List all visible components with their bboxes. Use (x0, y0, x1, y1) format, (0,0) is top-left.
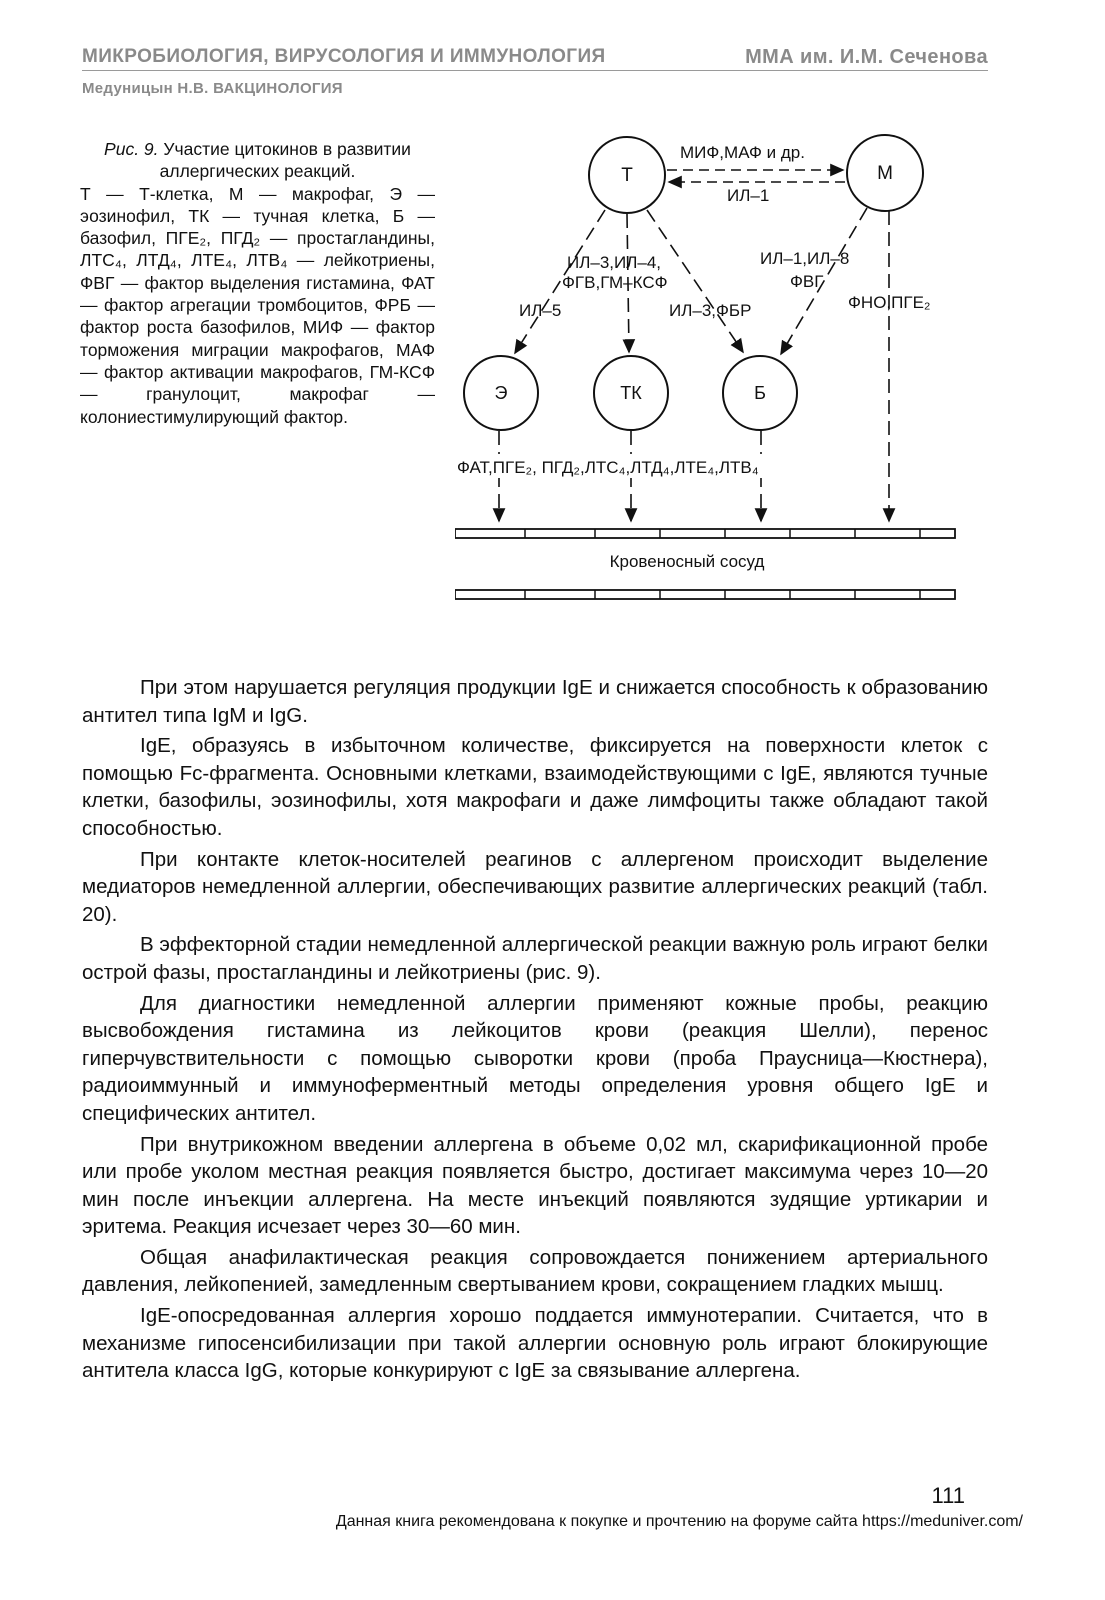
footer-text: Данная книга рекомендована к покупке и прочтению на форуме сайта https://meduniver.com/ (335, 1513, 1023, 1530)
label-il3-fbr: ИЛ–3,ФБР (669, 301, 752, 320)
running-header (82, 46, 988, 71)
node-m-label: М (877, 163, 893, 184)
caption-title: Участие цитокинов в развитии аллергических реакций. (159, 139, 411, 182)
page-number: 111 (931, 1483, 965, 1508)
header-title: МИКРОБИОЛОГИЯ, ВИРУСОЛОГИЯ И ИММУНОЛОГИЯ (82, 46, 606, 67)
figure-caption (80, 138, 435, 428)
label-il1-top: ИЛ–1 (727, 186, 770, 205)
paragraph: При контакте клеток-носителей реагинов с аллергеном происходит выделение медиаторов немедленной аллергии, обеспечивающих развитие аллергических реакций (табл. 20). (82, 847, 988, 926)
caption-title-block (80, 138, 435, 183)
label-il3-il4: ИЛ–3,ИЛ–4, (567, 253, 662, 272)
paragraph: Для диагностики немедленной аллергии применяют кожные пробы, реакцию высвобождения гистамина из лейкоцитов крови (реакция Шелли), перенос гиперчувствительности с помощью сыворотки крови (проба Праусница—Кюстнера), радиоиммунный и иммуноферментный методы определения уровня общего IgE и специфических антител. (82, 991, 988, 1125)
vessel-lower-wall (455, 590, 955, 599)
node-t-label: Т (621, 165, 633, 186)
body-text (82, 674, 988, 1388)
node-b-label: Б (754, 383, 766, 403)
header-subtitle: Медуницын Н.В. ВАКЦИНОЛОГИЯ (82, 80, 343, 97)
paragraph: При внутрикожном введении аллергена в объеме 0,02 мл, скарификационной пробе или пробе уколом местная реакция появляется быстро, достигает максимума через 10—20 мин после инъекции аллергена. На месте инъекций появляются зудящие уртикарии и эритема. Реакция исчезает через 30—60 мин. (82, 1132, 988, 1239)
label-il5: ИЛ–5 (519, 301, 562, 320)
label-il1-il8: ИЛ–1,ИЛ–8 (760, 249, 850, 268)
node-e-label: Э (494, 383, 508, 403)
label-mif-maf: МИФ,МАФ и др. (680, 143, 805, 162)
caption-legend: Т — Т-клетка, М — макрофаг, Э — эозинофил, ТК — тучная клетка, Б — базофил, ПГЕ₂, ПГД₂ — простагландины, ЛТС₄, ЛТД₄, ЛТЕ₄, ЛТВ₄ — лейкотриены, ФВГ — фактор выделения гистамина, ФАТ — фактор агрегации тромбоцитов, ФРБ — фактор роста базофилов, МИФ — фактор торможения миграции макрофагов, МАФ — фактор активации макрофагов, ГМ-КСФ — гранулоцит, макрофаг — колониестимулирующий фактор. (80, 183, 435, 427)
label-fno-pge: ФНО,ПГЕ₂ (848, 293, 931, 312)
header-publisher: ММА им. И.М. Сеченова (745, 46, 988, 68)
label-fgv-gmksf: ФГВ,ГМ–КСФ (562, 273, 668, 292)
paragraph: В эффекторной стадии немедленной аллергической реакции важную роль играют белки острой фазы, простагландины и лейкотриены (рис. 9). (82, 933, 988, 984)
label-vessel: Кровеносный сосуд (609, 552, 765, 571)
paragraph: Общая анафилактическая реакция сопровождается понижением артериального давления, лейкопенией, замедленным свертыванием крови, сокращением гладких мышц. (82, 1245, 988, 1297)
label-mediators: ФАТ,ПГЕ₂, ПГД₂,ЛТС₄,ЛТД₄,ЛТЕ₄,ЛТВ₄ (457, 458, 759, 477)
node-tk-label: ТК (620, 383, 642, 403)
cytokine-diagram (455, 128, 965, 608)
label-fvg: ФВГ (790, 272, 824, 291)
caption-label: Рис. 9. (104, 139, 159, 159)
paragraph: IgE, образуясь в избыточном количестве, фиксируется на поверхности клеток с помощью Fc-фрагмента. Основными клетками, взаимодействующими с IgE, являются тучные клетки, базофилы, эозинофилы, хотя макрофаги и даже лимфоциты также обладают такой способностью. (82, 734, 988, 840)
paragraph: IgE-опосредованная аллергия хорошо поддается иммунотерапии. Считается, что в механизме гипосенсибилизации при такой аллергии основную роль играют блокирующие антитела класса IgG, которые конкурируют с IgE за связывание аллергена. (82, 1304, 988, 1383)
vessel-upper-wall (455, 529, 955, 538)
paragraph: При этом нарушается регуляция продукции IgE и снижается способность к образованию антител типа IgM и IgG. (82, 676, 988, 727)
